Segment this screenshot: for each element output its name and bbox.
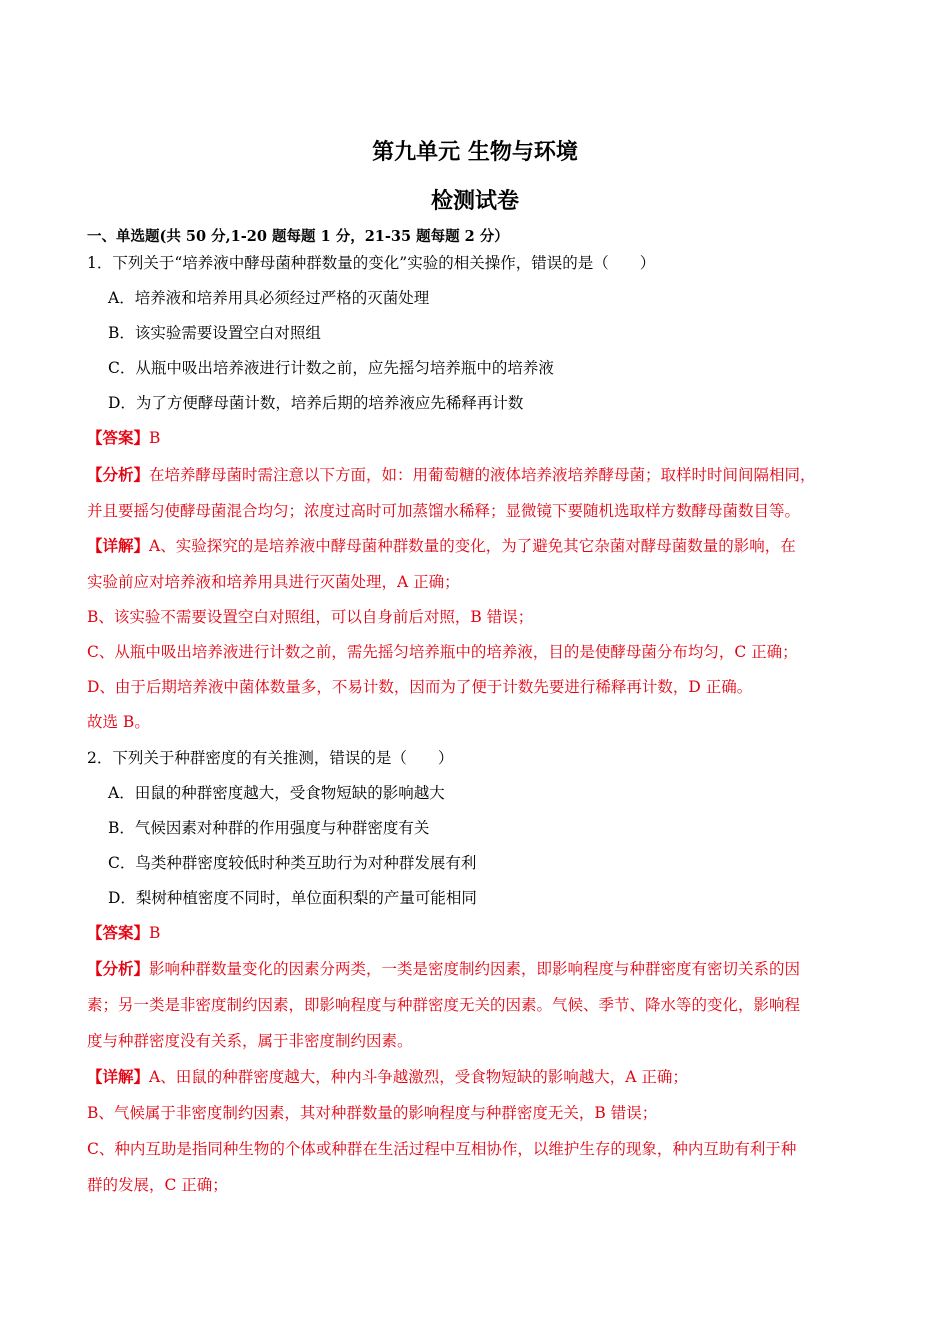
q2-detail-label: 【详解】 <box>87 1067 150 1086</box>
q1-answer <box>87 427 867 449</box>
q1-option-a: A．培养液和培养用具必须经过严格的灭菌处理 <box>108 289 430 307</box>
q1-detail-line-3: B、该实验不需要设置空白对照组，可以自身前后对照，B 错误； <box>87 608 534 626</box>
q1-option-d: D．为了方便酵母菌计数，培养后期的培养液应先稀释再计数 <box>108 394 524 412</box>
section-heading: 一、单选题(共 50 分,1-20 题每题 1 分，21-35 题每题 2 分） <box>87 228 509 245</box>
doc-subtitle: 检测试卷 <box>430 188 519 214</box>
q2-analysis-label: 【分析】 <box>87 959 150 978</box>
q1-analysis-text-1: 在培养酵母菌时需注意以下方面，如：用葡萄糖的液体培养液培养酵母菌；取样时时间间隔相同， <box>149 466 816 484</box>
q1-detail-line-4: C、从瓶中吸出培养液进行计数之前，需先摇匀培养瓶中的培养液，目的是使酵母菌分布均匀，C 正确； <box>87 643 798 661</box>
q1-option-b: B．该实验需要设置空白对照组 <box>108 324 321 342</box>
q2-detail-line-4: 群的发展，C 正确； <box>87 1176 228 1194</box>
doc-title: 第九单元 生物与环境 <box>372 139 578 165</box>
q1-answer-label: 【答案】 <box>87 428 150 447</box>
q1-detail-line-1 <box>87 535 867 557</box>
q2-answer <box>87 922 867 944</box>
q2-option-b: B．气候因素对种群的作用强度与种群密度有关 <box>108 819 430 837</box>
q1-conclusion: 故选 B。 <box>87 713 150 731</box>
q2-analysis-line-1 <box>87 958 867 980</box>
q2-answer-value: B <box>149 924 161 942</box>
q2-analysis-line-2: 素；另一类是非密度制约因素，即影响程度与种群密度无关的因素。气候、季节、降水等的变化，影响程 <box>87 996 801 1014</box>
q2-option-a: A．田鼠的种群密度越大，受食物短缺的影响越大 <box>108 784 445 802</box>
q1-analysis-line-1 <box>87 464 867 486</box>
q2-detail-line-2: B、气候属于非密度制约因素，其对种群数量的影响程度与种群密度无关，B 错误； <box>87 1104 658 1122</box>
q2-detail-line-3: C、种内互助是指同种生物的个体或种群在生活过程中互相协作，以维护生存的现象，种内互助有利于种 <box>87 1140 797 1158</box>
q2-answer-label: 【答案】 <box>87 923 150 942</box>
q2-option-c: C．鸟类种群密度较低时种类互助行为对种群发展有利 <box>108 854 477 872</box>
q1-option-c: C．从瓶中吸出培养液进行计数之前，应先摇匀培养瓶中的培养液 <box>108 359 554 377</box>
q2-analysis-line-3: 度与种群密度没有关系，属于非密度制约因素。 <box>87 1032 413 1050</box>
q1-analysis-line-2: 并且要摇匀使酵母菌混合均匀；浓度过高时可加蒸馏水稀释；显微镜下要随机选取样方数酵母菌数目等。 <box>87 502 801 520</box>
q1-detail-text-1: A、实验探究的是培养液中酵母菌种群数量的变化，为了避免其它杂菌对酵母菌数量的影响，在 <box>149 537 796 555</box>
q1-detail-line-2: 实验前应对培养液和培养用具进行灭菌处理，A 正确； <box>87 573 460 591</box>
q2-stem: 2．下列关于种群密度的有关推测，错误的是（ ） <box>87 749 454 767</box>
q1-analysis-label: 【分析】 <box>87 465 150 484</box>
q2-detail-line-1 <box>87 1066 867 1088</box>
q1-detail-line-5: D、由于后期培养液中菌体数量多，不易计数，因而为了便于计数先要进行稀释再计数，D 正确。 <box>87 678 753 696</box>
q1-answer-value: B <box>149 429 161 447</box>
q2-detail-text-1: A、田鼠的种群密度越大，种内斗争越激烈，受食物短缺的影响越大，A 正确； <box>149 1068 688 1086</box>
q2-option-d: D．梨树种植密度不同时，单位面积梨的产量可能相同 <box>108 889 477 907</box>
q1-detail-label: 【详解】 <box>87 536 150 555</box>
q2-analysis-text-1: 影响种群数量变化的因素分两类，一类是密度制约因素，即影响程度与种群密度有密切关系的因 <box>149 960 801 978</box>
q1-stem: 1．下列关于“培养液中酵母菌种群数量的变化”实验的相关操作，错误的是（ ） <box>87 254 656 272</box>
